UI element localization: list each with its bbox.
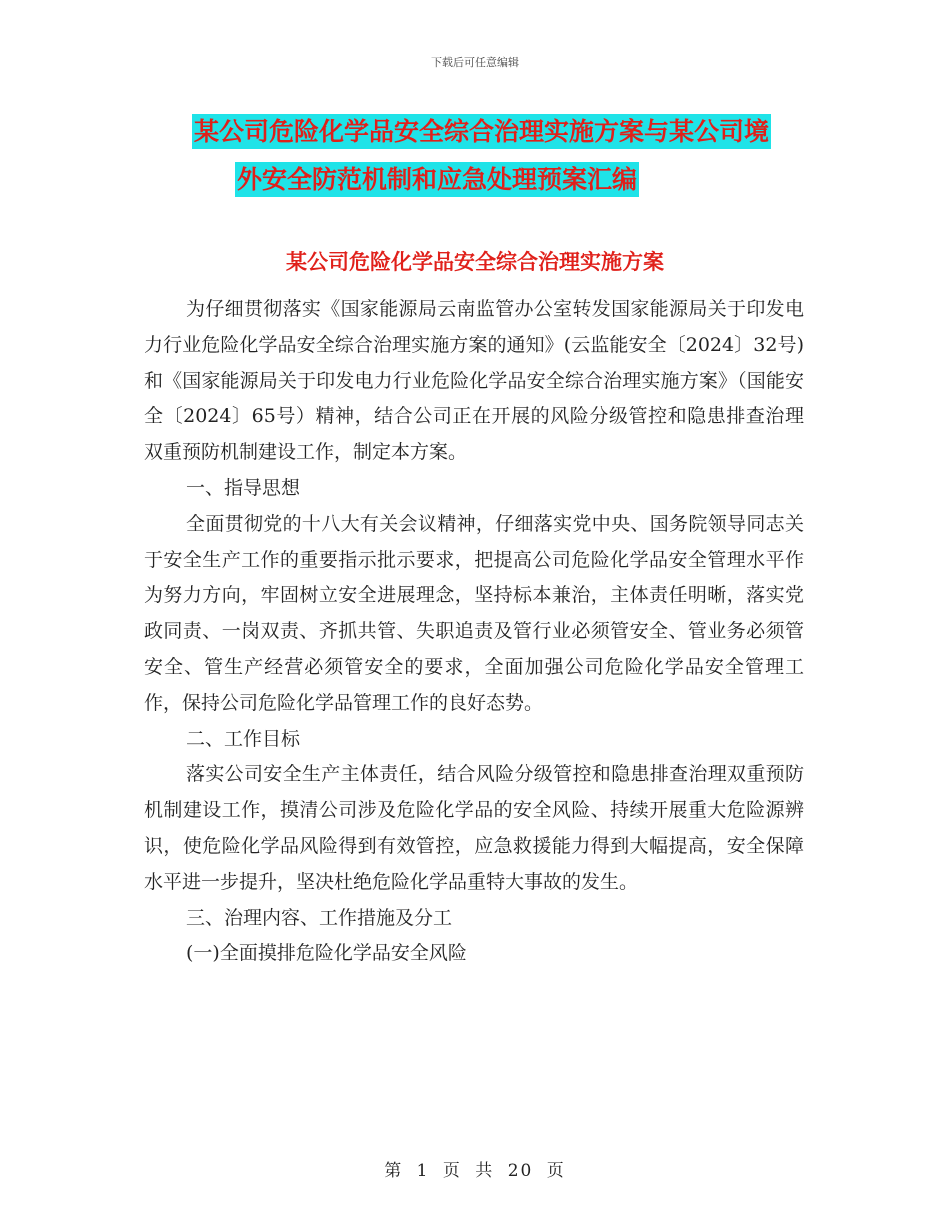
heading-work-goals: 二、工作目标 bbox=[186, 727, 301, 750]
heading-guiding-thought: 一、指导思想 bbox=[186, 476, 301, 499]
paragraph-guiding-thought: 全面贯彻党的十八大有关会议精神，仔细落实党中央、国务院领导同志关于安全生产工作的重要指示批示要求，把提高公司危险化学品安全管理水平作为努力方向，牢固树立安全进展理念，坚持标本兼治，主体责任明晰，落实党政同责、一岗双责、齐抓共管、失职追责及管行业必须管安全、管业务必须管安全、管生产经营必须管安全的要求，全面加强公司危险化学品安全管理工作，保持公司危险化学品管理工作的良好态势。 bbox=[144, 512, 804, 714]
heading-risk-survey: (一)全面摸排危险化学品安全风险 bbox=[186, 942, 467, 965]
header-note: 下载后可任意编辑 bbox=[431, 56, 519, 69]
main-title-line-1: 某公司危险化学品安全综合治理实施方案与某公司境 bbox=[192, 114, 771, 149]
main-title-line-2: 外安全防范机制和应急处理预案汇编 bbox=[235, 162, 639, 197]
heading-governance-content: 三、治理内容、工作措施及分工 bbox=[186, 906, 453, 929]
page-number: 第 1 页 共 20 页 bbox=[384, 1161, 566, 1181]
document-body bbox=[144, 292, 804, 972]
section-title: 某公司危险化学品安全综合治理实施方案 bbox=[286, 250, 664, 274]
paragraph-work-goals: 落实公司安全生产主体责任，结合风险分级管控和隐患排查治理双重预防机制建设工作，摸清公司涉及危险化学品的安全风险、持续开展重大危险源辨识，使危险化学品风险得到有效管控，应急救援能力得到大幅提高，安全保障水平进一步提升，坚决杜绝危险化学品重特大事故的发生。 bbox=[144, 763, 804, 893]
main-title bbox=[160, 108, 820, 204]
paragraph-intro: 为仔细贯彻落实《国家能源局云南监管办公室转发国家能源局关于印发电力行业危险化学品安全综合治理实施方案的通知》(云监能安全〔2024〕32号)和《国家能源局关于印发电力行业危险化学品安全综合治理实施方案》（国能安全〔2024〕65号）精神，结合公司正在开展的风险分级管控和隐患排查治理双重预防机制建设工作，制定本方案。 bbox=[144, 298, 804, 464]
